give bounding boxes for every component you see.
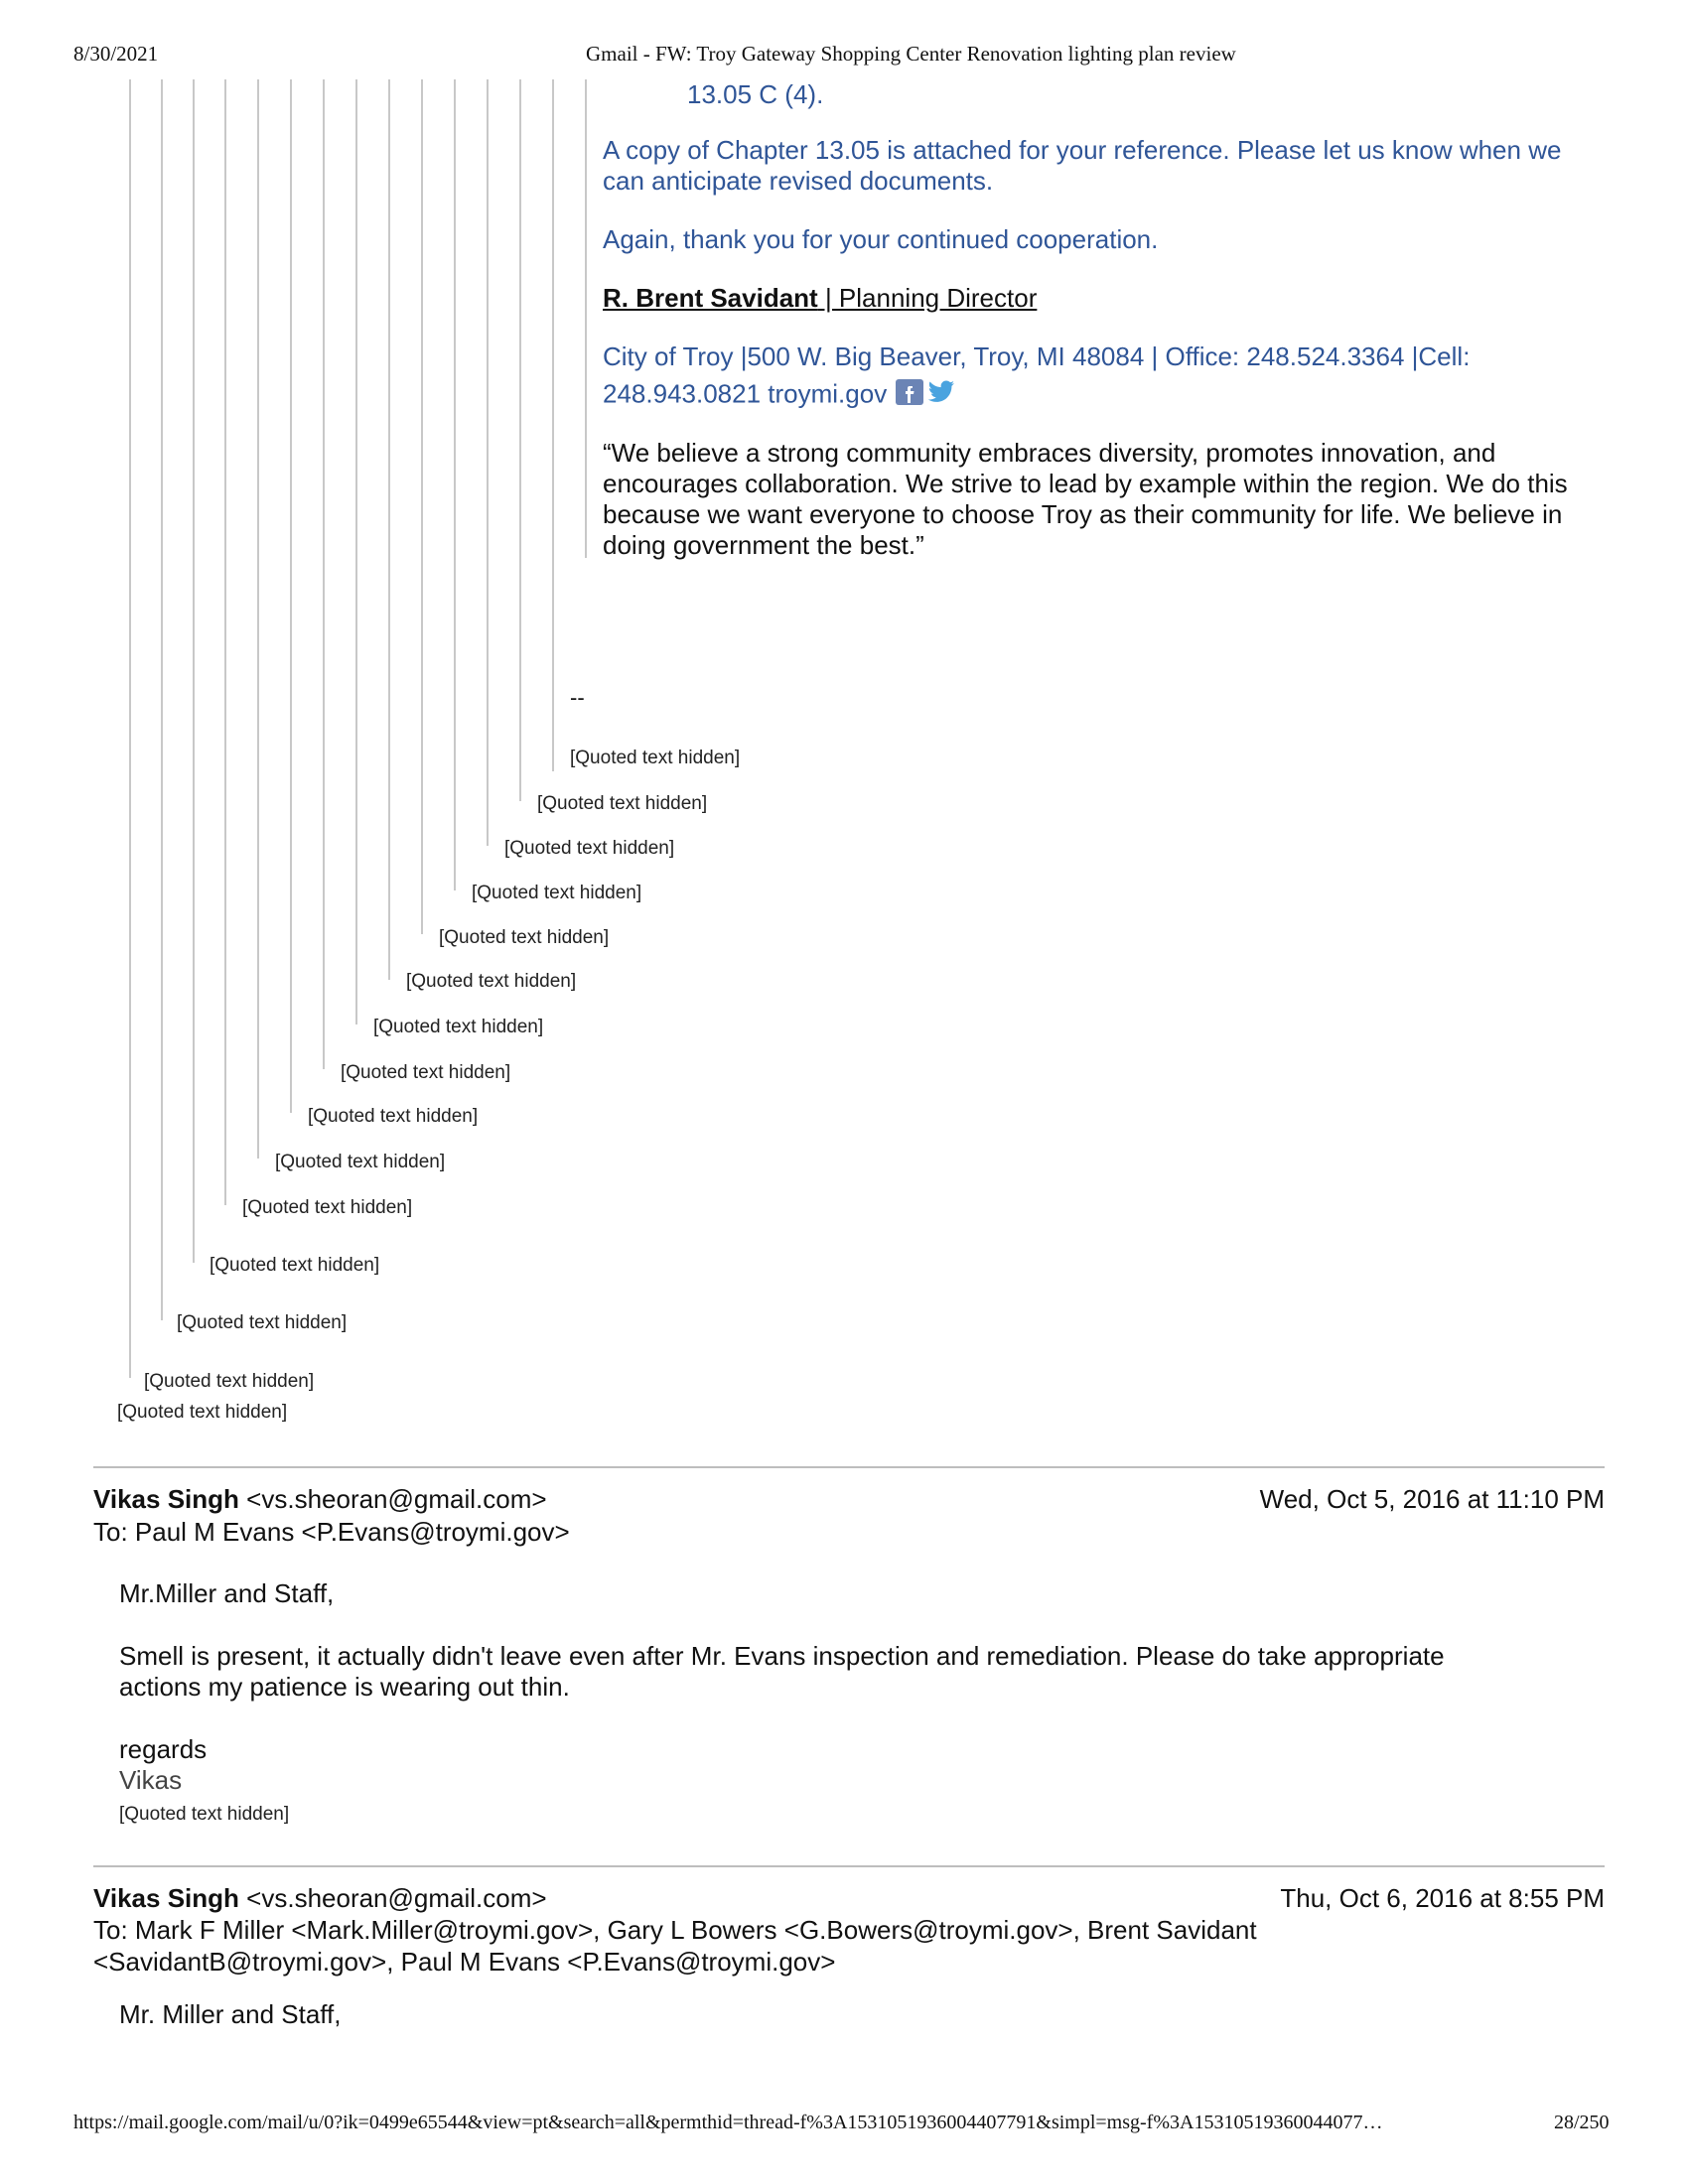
quoted-text-hidden-link[interactable]: [Quoted text hidden] [537,793,708,814]
message-greeting: Mr. Miller and Staff, [119,1999,342,2029]
twitter-icon[interactable] [926,379,956,412]
sender-name: Vikas Singh [93,1484,239,1514]
message-greeting: Mr.Miller and Staff, [119,1578,335,1608]
sender-name: Vikas Singh [93,1883,239,1913]
message-closing: regards [119,1734,208,1764]
quoted-text-hidden-link[interactable]: [Quoted text hidden] [177,1312,348,1333]
quoted-text-hidden-link[interactable]: [Quoted text hidden] [341,1062,511,1083]
message-separator [93,1466,1605,1468]
print-title: Gmail - FW: Troy Gateway Shopping Center Renovation lighting plan review [586,42,1236,66]
signature-contact-2: 248.943.0821 troymi.gov [603,378,888,409]
quoted-paragraph-2: Again, thank you for your continued cooperation. [603,224,1159,254]
signature-contact-1: City of Troy |500 W. Big Beaver, Troy, MI 48084 | Office: 248.524.3364 |Cell: [603,341,1471,371]
quoted-text-hidden-link[interactable]: [Quoted text hidden] [308,1106,479,1127]
message-body: Smell is present, it actually didn't leave even after Mr. Evans inspection and remediation. Please do take appropriate actions my patience is wearing out thin. [119,1641,1445,1702]
message-recipients: To: Paul M Evans <P.Evans@troymi.gov> [93,1517,570,1547]
quoted-text-hidden-link[interactable]: [Quoted text hidden] [406,971,577,992]
message-date: Wed, Oct 5, 2016 at 11:10 PM [1259,1484,1605,1514]
quoted-text-hidden-link[interactable]: [Quoted text hidden] [439,927,610,948]
quoted-text-hidden-link[interactable]: [Quoted text hidden] [373,1017,544,1037]
quoted-dash: -- [570,685,585,710]
quoted-text-hidden-link[interactable]: [Quoted text hidden] [144,1371,315,1392]
quoted-paragraph-1: A copy of Chapter 13.05 is attached for your reference. Please let us know when we can anticipate revised documents. [603,135,1562,196]
message-signoff: Vikas [119,1765,183,1795]
quoted-text-hidden-link[interactable]: [Quoted text hidden] [472,883,642,903]
message-recipients: To: Mark F Miller <Mark.Miller@troymi.gov>, Gary L Bowers <G.Bowers@troymi.gov>, Brent Savidant <SavidantB@troymi.gov>, Paul M Evans <P.Evans@troymi.gov> [93,1915,1257,1977]
message-sender [93,1484,547,1515]
quoted-text-hidden-link[interactable]: [Quoted text hidden] [275,1152,446,1172]
print-url: https://mail.google.com/mail/u/0?ik=0499e65544&view=pt&search=all&permthid=thread-f%3A1531051936004407791&simpl=msg-f%3A15310519360044077… [73,2112,1383,2133]
sender-email: <vs.sheoran@gmail.com> [246,1883,547,1913]
print-page-number: 28/250 [1554,2112,1610,2133]
message-sender [93,1883,547,1914]
facebook-icon[interactable] [895,378,924,413]
message-date: Thu, Oct 6, 2016 at 8:55 PM [1280,1883,1605,1913]
signature-contact-2-row [603,378,956,413]
message-separator [93,1865,1605,1867]
quoted-text-hidden-link[interactable]: [Quoted text hidden] [570,748,741,768]
quoted-text-hidden-link[interactable]: [Quoted text hidden] [504,838,675,859]
print-date: 8/30/2021 [73,42,159,66]
sender-email: <vs.sheoran@gmail.com> [246,1484,547,1514]
quoted-text-hidden-link[interactable]: [Quoted text hidden] [242,1197,413,1218]
signature-motto: “We believe a strong community embraces diversity, promotes innovation, and encourages collaboration. We strive to lead by example within the region. We do this because we want everyone to choose Troy as their community for life. We believe in doing government the best.” [603,438,1568,560]
signature-name: R. Brent Savidant [603,283,818,313]
quoted-text-hidden-link[interactable]: [Quoted text hidden] [119,1804,290,1825]
quoted-ref-line: 13.05 C (4). [687,79,824,109]
quoted-text-hidden-link[interactable]: [Quoted text hidden] [210,1255,380,1276]
quoted-text-hidden-link[interactable]: [Quoted text hidden] [117,1402,288,1423]
signature-name-line [603,283,1037,314]
signature-title: | Planning Director [817,283,1038,313]
